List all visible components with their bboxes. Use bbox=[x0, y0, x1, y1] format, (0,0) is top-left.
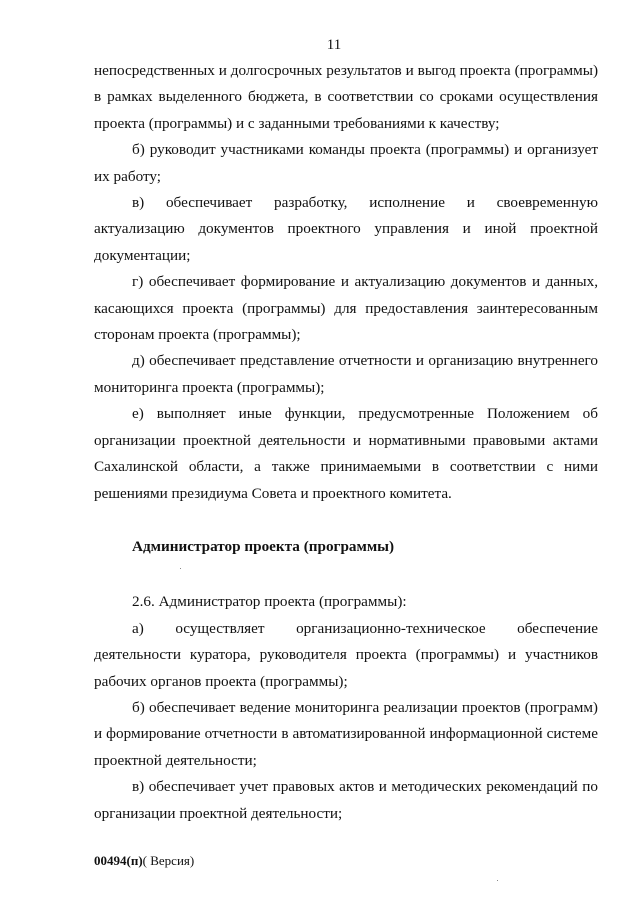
paragraph-item-e: е) выполняет иные функции, предусмотренные Положением об организации проектной деятельности и нормативными правовыми актами Сахалинской области, а также принимаемыми в соответствии с ними решениями президиума Совета и проектного комитета. bbox=[94, 405, 598, 502]
paragraph-item-v: в) обеспечивает разработку, исполнение и своевременную актуализацию документов проектного управления и иной проектной документации; bbox=[94, 194, 598, 264]
paragraph-item-b: б) руководит участниками команды проекта (программы) и организует их работу; bbox=[94, 141, 598, 185]
paragraph-continuation: непосредственных и долгосрочных результатов и выгод проекта (программы) в рамках выделенного бюджета, в соответствии со сроками осуществления проекта (программы) и с заданными требованиями к качеству; bbox=[94, 62, 598, 132]
paragraph-admin-item-b: б) обеспечивает ведение мониторинга реализации проектов (программ) и формирование отчетности в автоматизированной информационной системе проектной деятельности; bbox=[94, 698, 598, 769]
page-number: 11 bbox=[326, 37, 342, 53]
paragraph-admin-item-a: а) осуществляет организационно-техническое обеспечение деятельности куратора, руководителя проекта (программы) и участников рабочих органов проекта (программы); bbox=[94, 619, 598, 690]
document-footer bbox=[94, 853, 194, 869]
scan-speck bbox=[180, 568, 181, 569]
footer-code: 00494(п) bbox=[94, 853, 143, 868]
document-body bbox=[94, 58, 598, 827]
footer-version: ( Версия) bbox=[142, 853, 195, 868]
paragraph-item-d: д) обеспечивает представление отчетности и организацию внутреннего мониторинга проекта (программы); bbox=[94, 352, 598, 396]
scan-speck bbox=[497, 880, 498, 881]
section-heading: Администратор проекта (программы) bbox=[132, 537, 395, 555]
paragraph-admin-item-v: в) обеспечивает учет правовых актов и методических рекомендаций по организации проектной деятельности; bbox=[94, 778, 598, 822]
paragraph-clause-2-6: 2.6. Администратор проекта (программы): bbox=[132, 593, 407, 611]
paragraph-item-g: г) обеспечивает формирование и актуализацию документов и данных, касающихся проекта (программы) для предоставления заинтересованным сторонам проекта (программы); bbox=[94, 273, 598, 344]
